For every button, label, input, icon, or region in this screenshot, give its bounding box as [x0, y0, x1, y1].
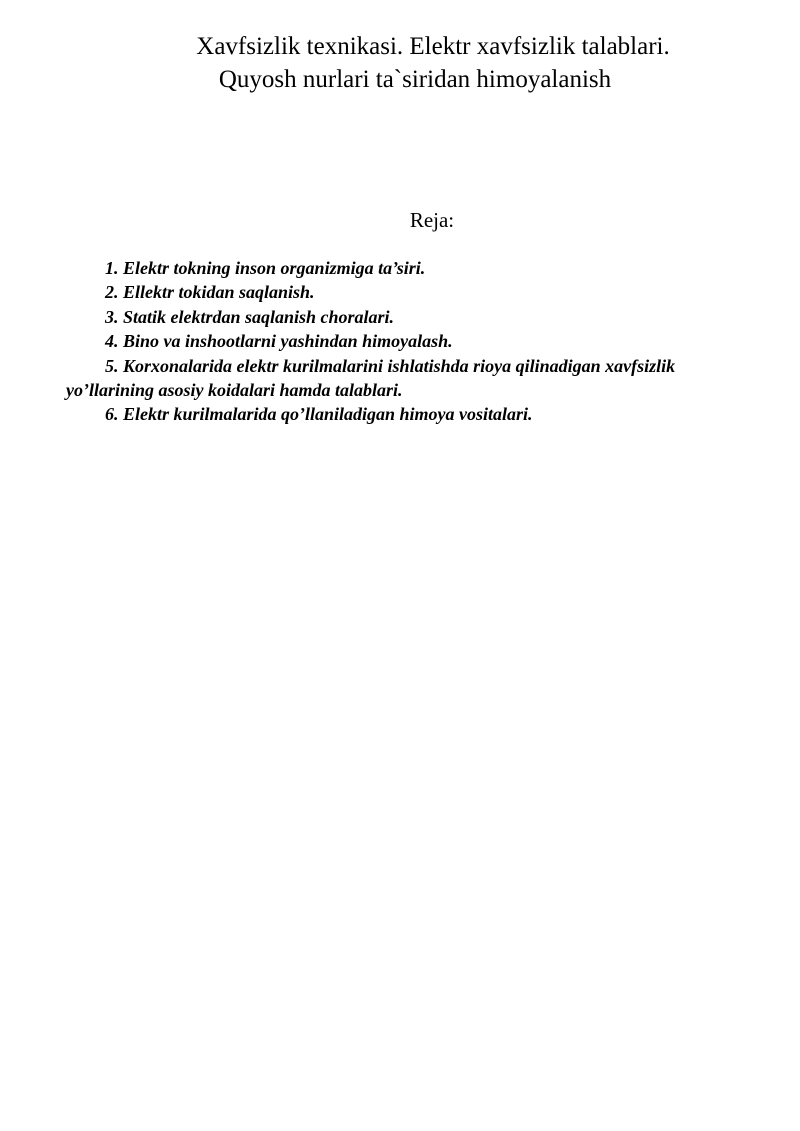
- plan-item: 1. Elektr tokning inson organizmiga ta’siri.: [105, 258, 426, 278]
- plan-item: 5. Korxonalarida elektr kurilmalarini ishlatishda rioya qilinadigan xavfsizlik yo’llarining asosiy koidalari hamda talablari.: [66, 355, 676, 401]
- plan-list: [66, 256, 706, 427]
- title-line-2: Quyosh nurlari ta`siridan himoyalanish: [218, 66, 612, 93]
- plan-item: 4. Bino va inshootlarni yashindan himoyalash.: [105, 331, 453, 352]
- plan-item: 2. Ellektr tokidan saqlanish.: [105, 282, 315, 303]
- document-title: [0, 30, 800, 96]
- title-line-1: Xavfsizlik texnikasi. Elektr xavfsizlik talablari.: [196, 33, 670, 60]
- plan-item: 6. Elektr kurilmalarida qo’llaniladigan himoya vositalari.: [105, 404, 533, 425]
- plan-heading: Reja:: [409, 208, 455, 232]
- plan-item: 3. Statik elektrdan saqlanish choralari.: [105, 306, 395, 327]
